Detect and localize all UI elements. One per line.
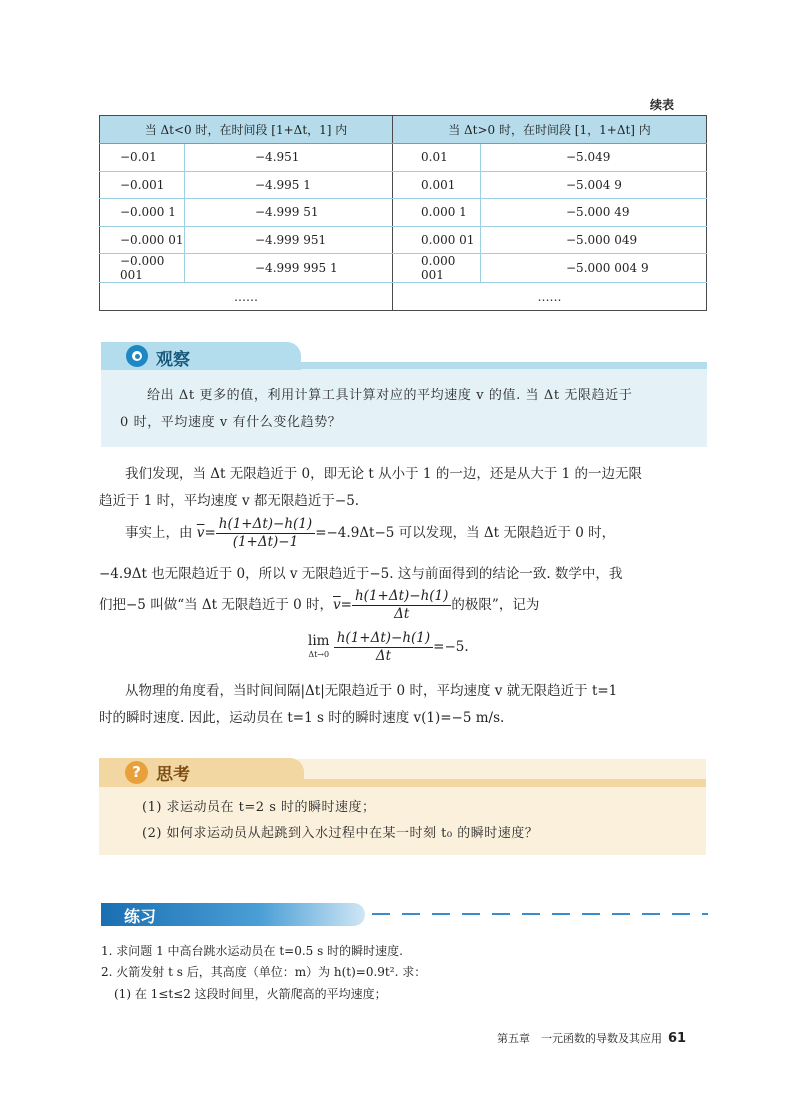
- think-bar: [99, 779, 706, 787]
- table-row: [100, 144, 707, 172]
- cell: −0.01: [100, 144, 185, 172]
- think-title: 思考: [156, 765, 190, 785]
- cell: 0.000 01: [393, 226, 481, 254]
- cell: −0.000 001: [100, 254, 185, 283]
- continued-table-label: 续表: [650, 98, 675, 112]
- cell: −4.951: [185, 144, 393, 172]
- observe-bar: [101, 362, 707, 369]
- v-bar: $\overline{v}$: [196, 525, 205, 541]
- chapter-title: 第五章 一元函数的导数及其应用: [497, 1032, 662, 1045]
- observe-line-2: 0 时，平均速度 v 有什么变化趋势？: [120, 415, 342, 430]
- cell: 0.001: [393, 171, 481, 199]
- para-4-end: 的极限”，记为: [451, 597, 540, 613]
- para-3: −4.9Δt 也无限趋近于 0，所以 v 无限趋近于−5. 这与前面得到的结论一致. 数学中，我: [99, 566, 623, 582]
- cell: −0.000 1: [100, 199, 185, 227]
- observe-line-1: 给出 Δt 更多的值，利用计算工具计算对应的平均速度 v 的值. 当 Δt 无限趋近于: [147, 388, 633, 403]
- table-row: [100, 254, 707, 283]
- fraction-numerator: h(1+Δt)−h(1): [352, 588, 451, 606]
- equals: =: [340, 597, 352, 613]
- table-header-right: 当 Δt>0 时，在时间段 [1，1+Δt] 内: [393, 116, 707, 144]
- lim-text: lim: [308, 632, 330, 649]
- cell: −5.000 004 9: [481, 254, 707, 283]
- cell: −4.999 51: [185, 199, 393, 227]
- cell: −4.999 951: [185, 226, 393, 254]
- limit-formula: [308, 630, 469, 665]
- fraction-denominator: (1+Δt)−1: [232, 534, 299, 550]
- limit: [308, 634, 329, 662]
- para-5: 从物理的角度看，当时间间隔|Δt|无限趋近于 0 时，平均速度 v 就无限趋近于 t=1: [125, 683, 618, 699]
- cell: 0.01: [393, 144, 481, 172]
- question-icon: ?: [125, 761, 148, 784]
- fraction-numerator: h(1+Δt)−h(1): [334, 630, 433, 648]
- equals: =: [204, 525, 216, 541]
- cell: −5.000 49: [481, 199, 707, 227]
- cell: 0.000 001: [393, 254, 481, 283]
- fraction-denominator: Δt: [375, 648, 392, 664]
- table-row: [100, 171, 707, 199]
- ellipsis-right: ……: [393, 283, 707, 311]
- fraction: [352, 588, 451, 623]
- exercise-divider: [372, 913, 708, 915]
- para-4-start: 们把−5 叫做“当 Δt 无限趋近于 0 时，: [99, 597, 334, 613]
- para-2: [125, 516, 615, 551]
- fraction-denominator: Δt: [394, 606, 410, 622]
- para-2-start: 事实上，由: [125, 525, 197, 541]
- exercise-2: 2. 火箭发射 t s 后，其高度（单位：m）为 h(t)=0.9t². 求：: [101, 965, 427, 979]
- data-table: [99, 115, 707, 311]
- page-number: 61: [668, 1031, 687, 1046]
- table-header-left: 当 Δt<0 时，在时间段 [1+Δt，1] 内: [100, 116, 393, 144]
- table-row: [100, 199, 707, 227]
- cell: −0.000 01: [100, 226, 185, 254]
- think-question-1: (1) 求运动员在 t=2 s 时的瞬时速度；: [142, 800, 376, 815]
- observe-title: 观察: [156, 350, 190, 370]
- lim-subscript: Δt→0: [308, 649, 330, 659]
- ellipsis-left: ……: [100, 283, 393, 311]
- target-icon: [126, 345, 148, 367]
- cell: −4.999 995 1: [185, 254, 393, 283]
- cell: −4.995 1: [185, 171, 393, 199]
- table-row-ellipsis: [100, 283, 707, 311]
- cell: 0.000 1: [393, 199, 481, 227]
- cell: −5.000 049: [481, 226, 707, 254]
- think-question-2: (2) 如何求运动员从起跳到入水过程中在某一时刻 t₀ 的瞬时速度？: [142, 826, 539, 841]
- cell: −5.049: [481, 144, 707, 172]
- para-6: 时的瞬时速度. 因此，运动员在 t=1 s 时的瞬时速度 v(1)=−5 m/s.: [99, 710, 505, 726]
- observe-box: [101, 369, 707, 447]
- cell: −5.004 9: [481, 171, 707, 199]
- page-footer: [497, 1030, 686, 1046]
- exercise-title: 练习: [124, 907, 157, 926]
- para-4: [99, 588, 539, 623]
- v-bar: $\overline{v}$: [333, 597, 341, 613]
- cell: −0.001: [100, 171, 185, 199]
- fraction: [216, 516, 315, 551]
- exercise-2-1: (1) 在 1≤t≤2 这段时间里，火箭爬高的平均速度；: [114, 987, 387, 1001]
- limit-result: =−5.: [433, 639, 469, 655]
- para-1-line-2: 趋近于 1 时，平均速度 v 都无限趋近于−5.: [99, 493, 360, 509]
- fraction: [334, 630, 433, 665]
- para-1-line-1: 我们发现，当 Δt 无限趋近于 0，即无论 t 从小于 1 的一边，还是从大于 1 的一边无限: [125, 466, 642, 482]
- fraction-numerator: h(1+Δt)−h(1): [216, 516, 315, 534]
- table-row: [100, 226, 707, 254]
- exercise-1: 1. 求问题 1 中高台跳水运动员在 t=0.5 s 时的瞬时速度.: [101, 944, 403, 958]
- para-2-end: =−4.9Δt−5 可以发现，当 Δt 无限趋近于 0 时，: [315, 525, 616, 541]
